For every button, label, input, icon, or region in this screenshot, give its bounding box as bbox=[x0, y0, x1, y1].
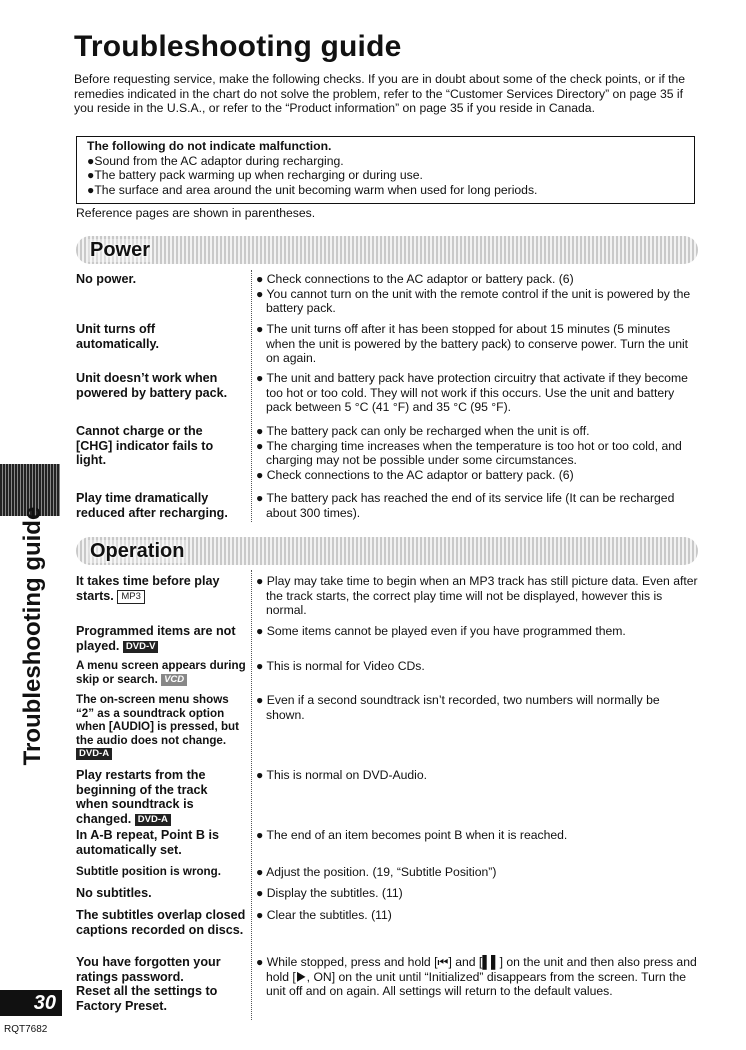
solution-list bbox=[256, 828, 701, 843]
problem-text: It takes time before play starts. bbox=[76, 574, 220, 603]
solution-list bbox=[256, 908, 701, 923]
solution-item: ● This is normal on DVD-Audio. bbox=[256, 768, 428, 782]
problem-label: The subtitles overlap closed captions recorded on discs. bbox=[76, 908, 246, 937]
note-box bbox=[76, 136, 695, 204]
disc-badge-dvd-a: DVD-A bbox=[76, 748, 112, 760]
solution-list bbox=[256, 624, 701, 639]
solution-item: ● The unit turns off after it has been stopped for about 15 minutes (5 minutes when the unit is powered by the battery pack) to conserve power. Turn the unit on again. bbox=[256, 322, 689, 365]
solution-list bbox=[256, 574, 701, 618]
solution-list bbox=[256, 886, 701, 901]
note-item: ●The surface and area around the unit becoming warm when used for long periods. bbox=[87, 182, 538, 197]
problem-label bbox=[76, 693, 246, 761]
column-divider bbox=[251, 570, 252, 1020]
problem-label bbox=[76, 955, 248, 1013]
problem-label bbox=[76, 768, 241, 826]
problem-text: Programmed items are not played. bbox=[76, 624, 236, 653]
note-item: ●The battery pack warming up when recharging or during use. bbox=[87, 168, 423, 182]
solution-list bbox=[256, 659, 701, 674]
problem-text: A menu screen appears during skip or search. bbox=[76, 659, 246, 686]
page-number: 30 bbox=[0, 990, 62, 1016]
solution-list bbox=[256, 424, 701, 482]
solution-item: ● Clear the subtitles. (11) bbox=[256, 908, 392, 922]
section-banner-power bbox=[76, 236, 698, 264]
problem-label: Play time dramatically reduced after recharging. bbox=[76, 491, 228, 520]
page-title: Troubleshooting guide bbox=[74, 30, 402, 63]
problem-label: Unit doesn’t work when powered by battery pack. bbox=[76, 371, 228, 400]
solution-item: ● Adjust the position. (19, “Subtitle Position”) bbox=[256, 865, 497, 879]
reference-note: Reference pages are shown in parentheses. bbox=[76, 206, 316, 220]
solution-item: ● Display the subtitles. (11) bbox=[256, 886, 403, 900]
disc-badge-dvd-a: DVD-A bbox=[135, 814, 171, 826]
note-heading: The following do not indicate malfunction. bbox=[87, 139, 332, 153]
solution-item: ● Play may take time to begin when an MP3 track has still picture data. Even after the track starts, the correct play time will not be displayed, however this is normal. bbox=[256, 574, 698, 617]
solution-list bbox=[256, 272, 701, 316]
column-divider bbox=[251, 270, 252, 522]
solution-list bbox=[256, 768, 701, 783]
side-label-text: Troubleshooting guide bbox=[19, 506, 46, 766]
problem-label: Subtitle position is wrong. bbox=[76, 865, 221, 878]
problem-label: Cannot charge or the [CHG] indicator fails to light. bbox=[76, 424, 214, 467]
solution-item: ● Check connections to the AC adaptor or battery pack. (6) bbox=[256, 272, 574, 286]
problem-label: In A-B repeat, Point B is automatically set. bbox=[76, 828, 219, 857]
solution-item: ● Even if a second soundtrack isn’t recorded, two numbers will normally be shown. bbox=[256, 693, 660, 722]
section-label: Operation bbox=[90, 540, 185, 562]
problem-text: Play restarts from the beginning of the track when soundtrack is changed. bbox=[76, 768, 208, 826]
problem-text: The on-screen menu shows “2” as a soundtrack option when [AUDIO] is pressed, but the audio does not change. bbox=[76, 693, 239, 747]
solution-item: ● You cannot turn on the unit with the remote control if the unit is powered by the battery pack. bbox=[256, 286, 691, 315]
disc-badge-mp3: MP3 bbox=[117, 590, 145, 604]
problem-label bbox=[76, 659, 256, 686]
problem-label: No subtitles. bbox=[76, 886, 152, 900]
problem-text: You have forgotten your ratings password. bbox=[76, 955, 221, 984]
solution-item: ● Some items cannot be played even if you have programmed them. bbox=[256, 624, 626, 638]
section-banner-operation bbox=[76, 537, 698, 565]
solution-item: ● This is normal for Video CDs. bbox=[256, 659, 425, 673]
solution-list bbox=[256, 371, 701, 415]
solution-item: ● The unit and battery pack have protection circuitry that activate if they become too hot or too cold. They will not work if this occurs. Use the unit and battery pack between 5 °C (41 °F) and 35 °C (95 °F). bbox=[256, 371, 688, 414]
problem-text: Reset all the settings to Factory Preset. bbox=[76, 984, 218, 1013]
disc-badge-dvd-v: DVD-V bbox=[123, 641, 159, 653]
problem-label bbox=[76, 574, 248, 604]
intro-paragraph: Before requesting service, make the following checks. If you are in doubt about some of the check points, or if the remedies indicated in the chart do not solve the problem, refer to the “Customer Services Directory” on page 35 if you reside in the U.S.A., or refer to the “Product information” on page 35 if you reside in Canada. bbox=[74, 72, 686, 115]
solution-item: ● While stopped, press and hold [⏮] and [▌▌] on the unit and then also press and hold [▶, ON] on the unit until “Initialized” disappears from the screen. Turn the unit off and on again. All settings will return to the default values. bbox=[256, 955, 697, 998]
problem-label: Unit turns off automatically. bbox=[76, 322, 160, 351]
solution-list bbox=[256, 955, 701, 999]
disc-badge-vcd: VCD bbox=[161, 674, 187, 686]
solution-item: ● The charging time increases when the temperature is too hot or too cold, and charging may not be possible under some circumstances. bbox=[256, 438, 682, 467]
section-label: Power bbox=[90, 239, 151, 261]
solution-item: ● The battery pack can only be recharged when the unit is off. bbox=[256, 424, 590, 438]
solution-list bbox=[256, 322, 701, 366]
solution-item: ● The end of an item becomes point B when it is reached. bbox=[256, 828, 568, 842]
note-item: ●Sound from the AC adaptor during recharging. bbox=[87, 153, 344, 168]
solution-list bbox=[256, 693, 701, 722]
document-code: RQT7682 bbox=[4, 1024, 48, 1035]
solution-list bbox=[256, 491, 701, 520]
problem-label: No power. bbox=[76, 272, 137, 286]
problem-label bbox=[76, 624, 246, 653]
side-label bbox=[8, 502, 56, 772]
solution-list bbox=[256, 865, 701, 880]
solution-item: ● The battery pack has reached the end of its service life (It can be recharged about 300 times). bbox=[256, 491, 675, 520]
solution-item: ● Check connections to the AC adaptor or battery pack. (6) bbox=[256, 467, 574, 482]
